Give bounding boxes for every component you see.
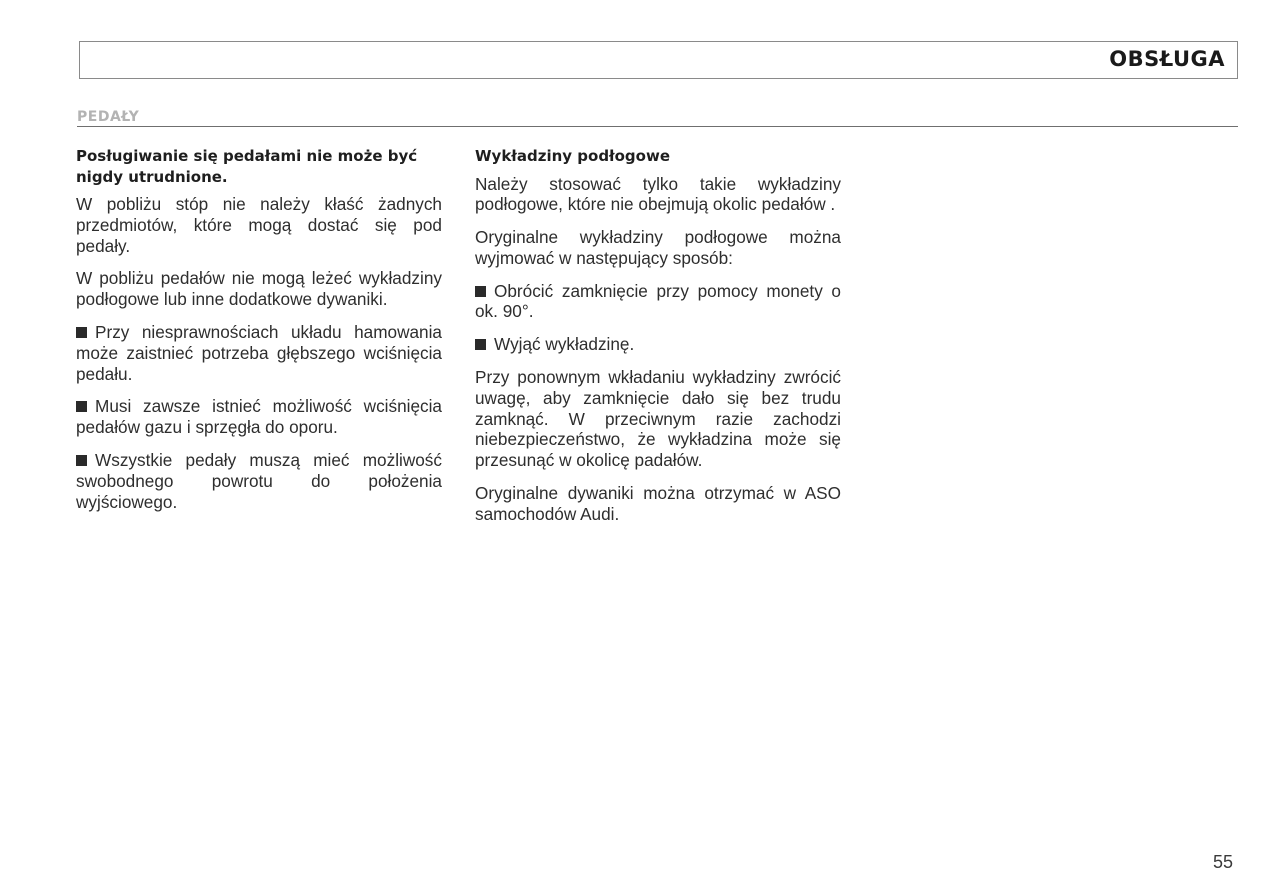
chapter-title: OBSŁUGA (1109, 47, 1225, 71)
right-bullet-1 (475, 281, 841, 323)
page-number: 55 (1212, 852, 1233, 872)
square-bullet-icon (76, 327, 87, 338)
left-column (76, 146, 442, 524)
right-heading: Wykładziny podłogowe (475, 147, 670, 165)
square-bullet-icon (76, 401, 87, 412)
right-paragraph-3: Przy ponownym wkładaniu wykładziny zwrócić uwagę, aby zamknięcie dało się bez trudu zamknąć. W przeciwnym razie zachodzi niebezpieczeństwo, że wykładzina może się przesunąć w okolicę padałów. (475, 367, 841, 471)
square-bullet-icon (475, 339, 486, 350)
right-paragraph-2: Oryginalne wykładziny podłogowe można wyjmować w następujący sposób: (475, 227, 841, 268)
square-bullet-icon (76, 455, 87, 466)
left-paragraph-1: W pobliżu stóp nie należy kłaść żadnych przedmiotów, które mogą dostać się pod pedały. (76, 194, 442, 256)
left-bullet-3-text: Wszystkie pedały muszą mieć możliwość swobodnego powrotu do położenia wyjściowego. (76, 449, 442, 512)
left-bullet-1-text: Przy niesprawnościach układu hamowania może zaistnieć potrzeba głębszego wciśnięcia pedału. (76, 321, 442, 384)
right-paragraph-4: Oryginalne dywaniki można otrzymać w ASO samochodów Audi. (475, 483, 841, 524)
right-bullet-1-text: Obrócić zamknięcie przy pomocy monety o ok. 90°. (475, 280, 841, 322)
left-bullet-3 (76, 450, 442, 512)
right-column (475, 146, 841, 537)
section-divider (77, 126, 1238, 127)
right-bullet-2-text: Wyjąć wykładzinę. (494, 334, 635, 355)
left-heading: Posługiwanie się pedałami nie może być nigdy utrudnione. (76, 147, 418, 186)
header-box (79, 41, 1238, 79)
left-bullet-2 (76, 396, 442, 438)
right-paragraph-1: Należy stosować tylko takie wykładziny podłogowe, które nie obejmują okolic pedałów . (475, 173, 841, 215)
square-bullet-icon (475, 286, 486, 297)
section-label: PEDAŁY (77, 109, 140, 125)
left-paragraph-2: W pobliżu pedałów nie mogą leżeć wykładziny podłogowe lub inne dodatkowe dywaniki. (76, 268, 442, 310)
right-bullet-2 (475, 334, 841, 355)
left-bullet-2-text: Musi zawsze istnieć możliwość wciśnięcia pedałów gazu i sprzęgła do oporu. (76, 396, 442, 438)
left-bullet-1 (76, 322, 442, 384)
